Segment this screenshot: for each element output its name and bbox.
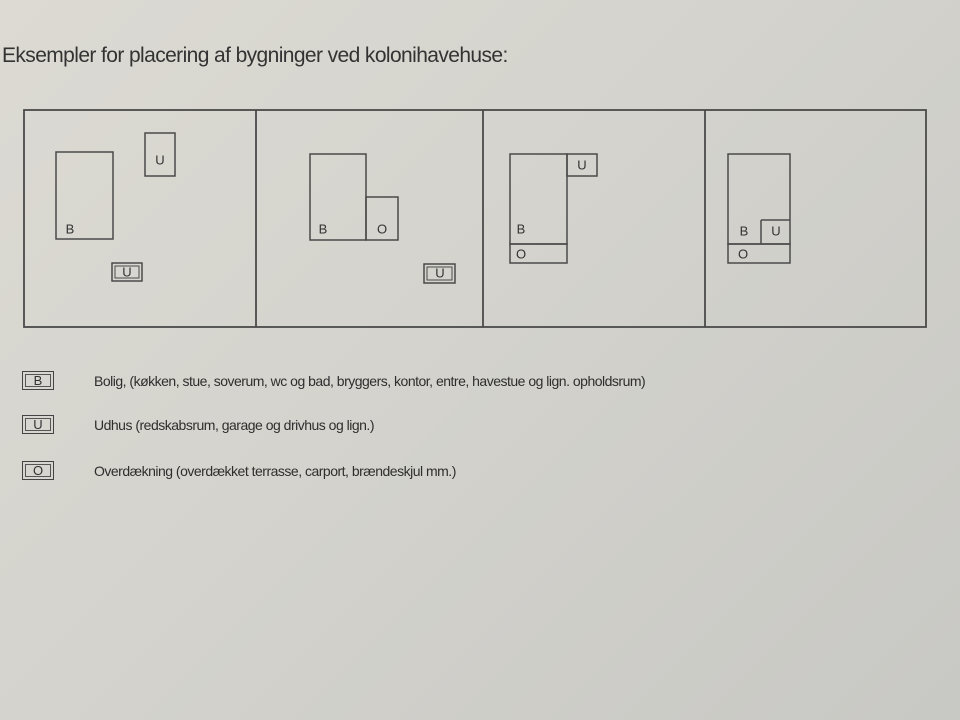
legend-symbol-box	[22, 461, 54, 480]
legend-description: Overdækning (overdækket terrasse, carport, brændeskjul mm.)	[94, 462, 456, 479]
p3-label-o: O	[515, 246, 527, 262]
p3-label-b: B	[516, 221, 526, 237]
p4-label-o: O	[737, 246, 749, 262]
p4-label-b: B	[739, 223, 749, 239]
p2-label-u: U	[435, 265, 445, 281]
p2-label-b: B	[318, 221, 328, 237]
legend-item-udhus	[22, 415, 374, 434]
p2-label-o: O	[376, 221, 388, 237]
legend-symbol-box	[22, 415, 54, 434]
legend-symbol-box	[22, 371, 54, 390]
legend-symbol: O	[32, 463, 44, 478]
legend-symbol: U	[33, 417, 43, 432]
p1-label-u-top: U	[155, 152, 165, 168]
legend-symbol: B	[33, 373, 43, 388]
legend-item-bolig	[22, 371, 645, 390]
p1-label-u-bottom: U	[122, 264, 132, 280]
p4-label-u: U	[771, 223, 781, 239]
p1-bolig	[56, 152, 113, 239]
legend-item-overdaekning	[22, 461, 456, 480]
p3-label-u: U	[577, 157, 587, 173]
legend-description: Udhus (redskabsrum, garage og drivhus og lign.)	[94, 416, 374, 433]
legend-description: Bolig, (køkken, stue, soverum, wc og bad, bryggers, kontor, entre, havestue og lign. opholdsrum)	[94, 372, 646, 389]
p1-label-b: B	[65, 221, 75, 237]
page-title: Eksempler for placering af bygninger ved kolonihavehuse:	[2, 44, 508, 67]
